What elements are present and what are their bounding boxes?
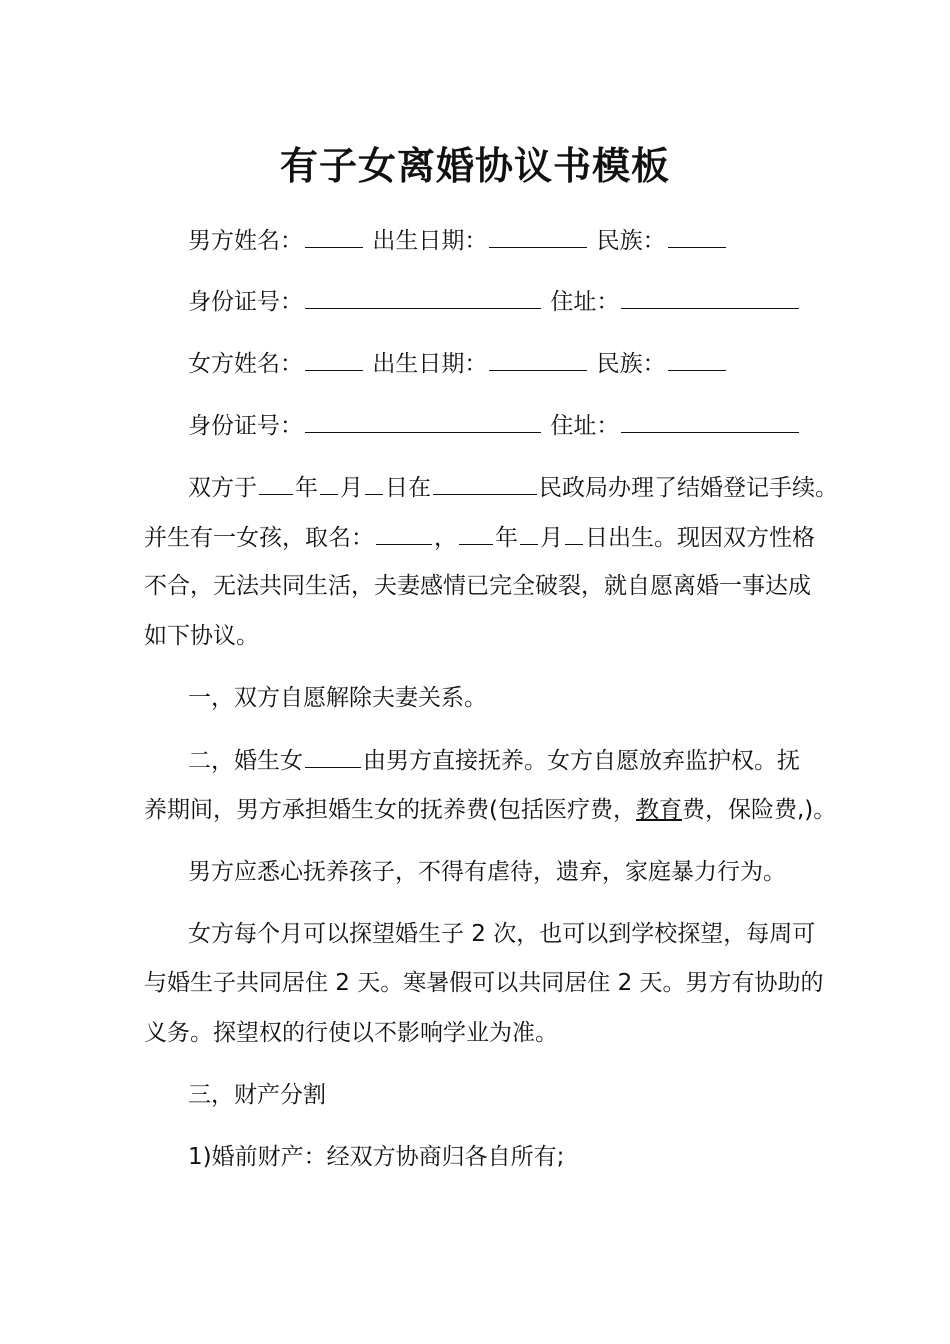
male-birth-date-field[interactable] [489,223,587,248]
male-address-label: 住址： [550,289,620,315]
male-id-row [188,284,801,319]
marriage-day-field[interactable] [365,470,383,495]
female-address-field[interactable] [621,408,799,433]
male-info-row [188,223,728,258]
male-birth-date-label: 出生日期： [372,228,488,254]
clause-2-line-2 [144,793,836,827]
clause-3-heading: 三，财产分割 [188,1082,326,1108]
intro-text: 民政局办理了结婚登记手续。 [539,475,838,501]
intro-text: 双方于 [188,475,257,501]
male-address-field[interactable] [621,284,799,309]
male-ethnicity-field[interactable] [668,223,726,248]
intro-line-3: 不合，无法共同生活，夫妻感情已完全破裂，就自愿离婚一事达成 [144,573,811,599]
intro-line-2 [144,520,815,555]
child-birth-year-field[interactable] [459,520,493,545]
female-id-field[interactable] [305,408,541,433]
female-ethnicity-field[interactable] [668,346,726,371]
custody-obligation: 男方应悉心抚养孩子，不得有虐待，遗弃，家庭暴力行为。 [188,859,786,885]
visitation-line-2: 与婚生子共同居住 2 天。寒暑假可以共同居住 2 天。男方有协助的 [144,970,824,996]
document-title: 有子女离婚协议书模板 [279,144,670,188]
female-info-row [188,346,728,381]
intro-text: 月 [340,475,363,501]
clause-2-text: 养期间，男方承担婚生女的抚养费(包括医疗费， [144,797,636,823]
intro-text: 并生有一女孩，取名： [144,525,374,551]
female-id-row [188,408,801,443]
marriage-year-field[interactable] [259,470,293,495]
clause-2-line-1 [188,743,800,778]
male-name-field[interactable] [305,223,363,248]
male-id-label: 身份证号： [188,289,303,315]
clause-1: 一，双方自愿解除夫妻关系。 [188,685,487,711]
intro-text: ， [434,525,457,551]
male-id-field[interactable] [305,284,541,309]
intro-text: 日在 [385,475,431,501]
clause-3-item-1: 1)婚前财产：经双方协商归各自所有; [188,1144,565,1170]
civil-affairs-bureau-field[interactable] [433,470,537,495]
daughter-name-field[interactable] [305,743,361,768]
clause-2-text: 由男方直接抚养。女方自愿放弃监护权。抚 [363,748,800,774]
visitation-line-1: 女方每个月可以探望婚生子 2 次，也可以到学校探望，每周可 [188,921,816,947]
intro-text: 年 [495,525,518,551]
female-id-label: 身份证号： [188,413,303,439]
intro-text: 日出生。现因双方性格 [585,525,815,551]
visitation-line-3: 义务。探望权的行使以不影响学业为准。 [144,1020,558,1046]
intro-line-1 [188,470,838,505]
education-link[interactable]: 教育 [635,797,682,823]
female-ethnicity-label: 民族： [596,351,666,377]
intro-line-4: 如下协议。 [144,623,259,649]
clause-2-text: 费，保险费,)。 [681,797,837,823]
female-birth-date-field[interactable] [489,346,587,371]
intro-text: 月 [540,525,563,551]
child-birth-month-field[interactable] [520,520,538,545]
female-name-field[interactable] [305,346,363,371]
child-birth-day-field[interactable] [565,520,583,545]
clause-2-text: 二，婚生女 [188,748,303,774]
marriage-month-field[interactable] [320,470,338,495]
male-name-label: 男方姓名： [188,228,303,254]
female-birth-date-label: 出生日期： [372,351,488,377]
male-ethnicity-label: 民族： [596,228,666,254]
child-name-field[interactable] [376,520,432,545]
female-name-label: 女方姓名： [188,351,303,377]
female-address-label: 住址： [550,413,620,439]
intro-text: 年 [295,475,318,501]
